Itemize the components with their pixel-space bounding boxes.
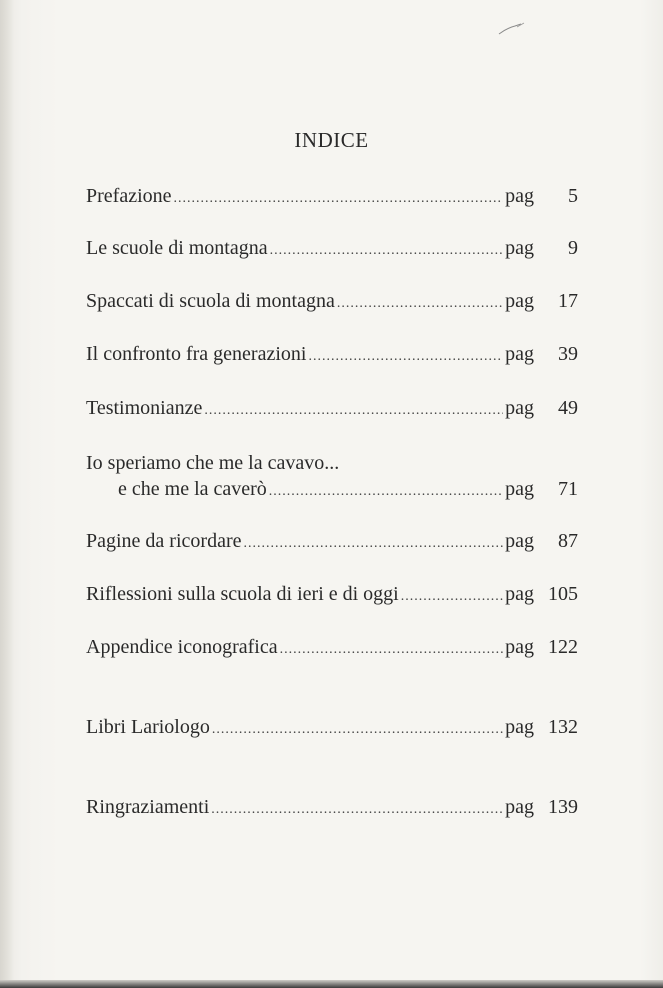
toc-entry-label: Pagine da ricordare: [86, 530, 242, 552]
toc-entry-label: Libri Lariologo: [86, 716, 210, 738]
toc-entry-pag: pag: [505, 530, 534, 552]
dot-leader: [270, 239, 503, 263]
toc-entry-page-number: 105: [548, 583, 578, 605]
toc-entry: [86, 529, 578, 553]
toc-entry: [86, 715, 578, 739]
toc-entry-page-number: 71: [558, 478, 578, 500]
toc-entry-page-number: 139: [548, 796, 578, 818]
toc-entry-label-first-line: Io speriamo che me la cavavo...: [86, 452, 340, 474]
toc-entry-label: Riflessioni sulla scuola di ieri e di oggi: [86, 583, 399, 605]
dot-leader: [401, 585, 503, 609]
toc-entry-label: Spaccati di scuola di montagna: [86, 290, 335, 312]
toc-entry: [86, 342, 578, 366]
toc-entry: [86, 236, 578, 260]
toc-entry-pag: pag: [505, 343, 534, 365]
toc-entry-pag: pag: [505, 185, 534, 207]
toc-entry-pag: pag: [505, 478, 534, 500]
toc-entry-pag: pag: [505, 397, 534, 419]
toc-entry-page-number: 17: [558, 290, 578, 312]
toc-entry-pag: pag: [505, 237, 534, 259]
dot-leader: [212, 718, 503, 742]
toc-entry-pag: pag: [505, 290, 534, 312]
toc-entry-page-number: 9: [568, 237, 578, 259]
toc-entry-page-number: 39: [558, 343, 578, 365]
dot-leader: [269, 480, 503, 504]
toc-entry-label: Testimonianze: [86, 397, 203, 419]
toc-entry-page-number: 5: [568, 185, 578, 207]
toc-entry-label: Ringraziamenti: [86, 796, 210, 818]
toc-entry-page-number: 122: [548, 636, 578, 658]
toc-entry: [86, 396, 578, 420]
toc-entry-pag: pag: [505, 583, 534, 605]
dot-leader: [308, 345, 503, 369]
toc-entry: [86, 795, 578, 819]
toc-entry: [86, 184, 578, 208]
toc-entry-page-number: 49: [558, 397, 578, 419]
toc-entry-label: Prefazione: [86, 185, 172, 207]
dot-leader: [211, 798, 503, 822]
page-bottom-edge: [0, 980, 663, 988]
toc-entry-label: e che me la caverò: [118, 478, 267, 500]
toc-entry: [118, 477, 578, 501]
toc-entry-label: Appendice iconografica: [86, 636, 278, 658]
toc-entry-pag: pag: [505, 796, 534, 818]
pencil-mark: [497, 22, 527, 36]
toc-entry: [86, 582, 578, 606]
toc-entry: [86, 289, 578, 313]
toc-entry: [86, 635, 578, 659]
toc-entry-label: Le scuole di montagna: [86, 237, 268, 259]
toc-entry-pag: pag: [505, 636, 534, 658]
toc-entry-page-number: 132: [548, 716, 578, 738]
index-title: INDICE: [294, 128, 369, 152]
dot-leader: [337, 292, 503, 316]
toc-entry-page-number: 87: [558, 530, 578, 552]
dot-leader: [243, 532, 503, 556]
dot-leader: [280, 638, 504, 662]
toc-entry-pag: pag: [505, 716, 534, 738]
dot-leader: [204, 399, 503, 423]
toc-entry-label: Il confronto fra generazioni: [86, 343, 307, 365]
dot-leader: [174, 187, 504, 211]
